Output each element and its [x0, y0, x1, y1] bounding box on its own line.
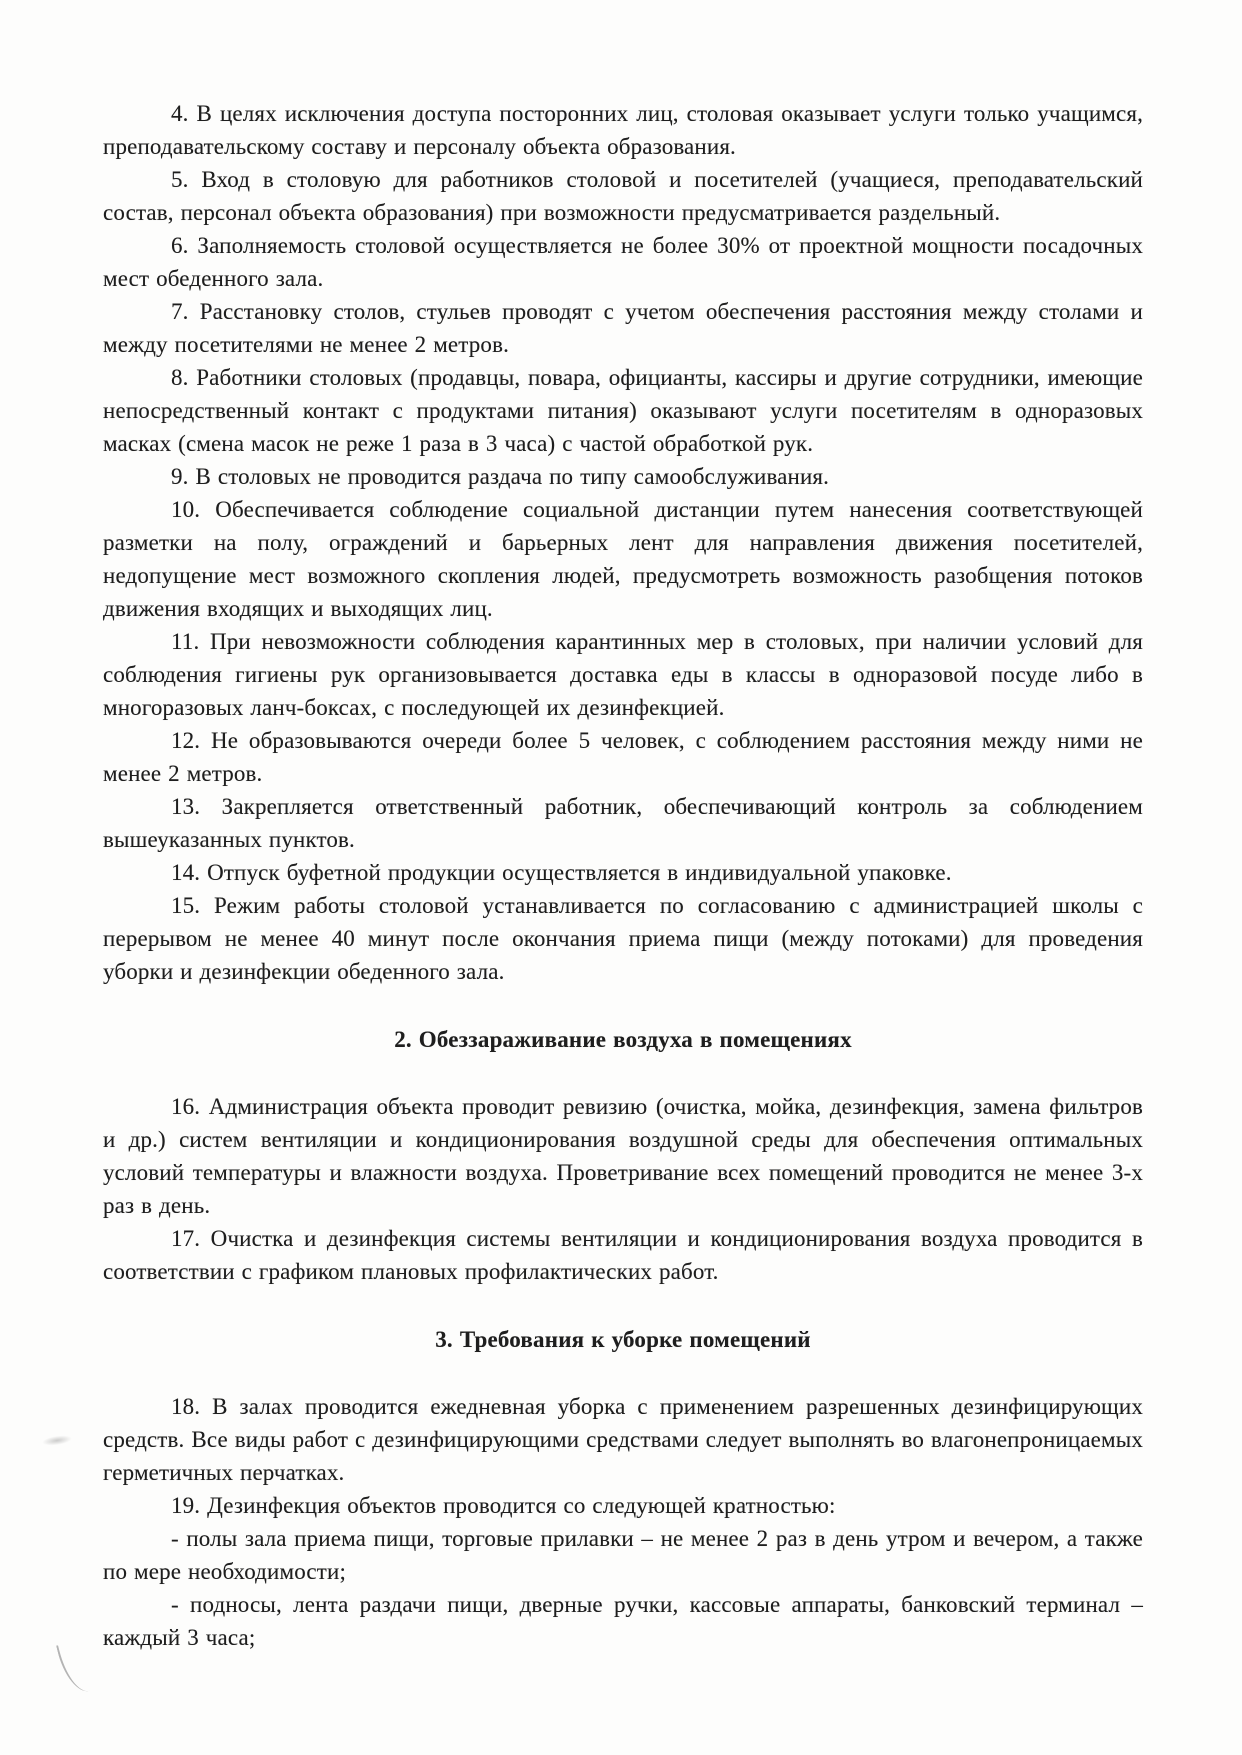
paragraph-item-6: 6. Заполняемость столовой осуществляется не более 30% от проектной мощности посадочных мест обеденного зала.	[103, 233, 1143, 291]
section-heading-cleaning-requirements: 3. Требования к уборке помещений	[435, 1327, 811, 1352]
paragraph-item-19: 19. Дезинфекция объектов проводится со следующей кратностью:	[171, 1493, 836, 1518]
paragraph-item-4: 4. В целях исключения доступа посторонних лиц, столовая оказывает услуги только учащимся, преподавательскому составу и персоналу объекта образования.	[103, 101, 1143, 159]
paragraph-item-17: 17. Очистка и дезинфекция системы вентиляции и кондиционирования воздуха проводится в соответствии с графиком плановых профилактических работ.	[103, 1226, 1143, 1284]
list-item-trays: - подносы, лента раздачи пищи, дверные ручки, кассовые аппараты, банковский терминал – каждый 3 часа;	[103, 1592, 1143, 1650]
paragraph-item-11: 11. При невозможности соблюдения карантинных мер в столовых, при наличии условий для соблюдения гигиены рук организовывается доставка еды в классы в одноразовой посуде либо в многоразовых ланч-боксах, с последующей их дезинфекцией.	[103, 629, 1143, 720]
paragraph-item-14: 14. Отпуск буфетной продукции осуществляется в индивидуальной упаковке.	[171, 860, 952, 885]
paragraph-item-8: 8. Работники столовых (продавцы, повара, официанты, кассиры и другие сотрудники, имеющие непосредственный контакт с продуктами питания) оказывают услуги посетителям в одноразовых масках (смена масок не реже 1 раза в 3 часа) с частой обработкой рук.	[103, 365, 1143, 456]
paragraph-item-9: 9. В столовых не проводится раздача по типу самообслуживания.	[171, 464, 830, 489]
paragraph-item-12: 12. Не образовываются очереди более 5 человек, с соблюдением расстояния между ними не менее 2 метров.	[103, 728, 1143, 786]
paragraph-item-16: 16. Администрация объекта проводит ревизию (очистка, мойка, дезинфекция, замена фильтров и др.) систем вентиляции и кондиционирования воздушной среды для обеспечения оптимальных условий температуры и влажности воздуха. Проветривание всех помещений проводится не менее 3-х раз в день.	[103, 1094, 1143, 1218]
scan-smudge-artifact	[42, 1434, 73, 1447]
paragraph-item-5: 5. Вход в столовую для работников столовой и посетителей (учащиеся, преподавательский состав, персонал объекта образования) при возможности предусматривается раздельный.	[103, 167, 1143, 225]
section-heading-air-disinfection: 2. Обеззараживание воздуха в помещениях	[394, 1027, 852, 1052]
paragraph-item-7: 7. Расстановку столов, стульев проводят с учетом обеспечения расстояния между столами и между посетителями не менее 2 метров.	[103, 299, 1143, 357]
paragraph-item-13: 13. Закрепляется ответственный работник, обеспечивающий контроль за соблюдением вышеуказанных пунктов.	[103, 794, 1143, 852]
paragraph-item-10: 10. Обеспечивается соблюдение социальной дистанции путем нанесения соответствующей разметки на полу, ограждений и барьерных лент для направления движения посетителей, недопущение мест возможного скопления людей, предусмотреть возможность разобщения потоков движения входящих и выходящих лиц.	[103, 497, 1143, 621]
list-item-floors: - полы зала приема пищи, торговые прилавки – не менее 2 раз в день утром и вечером, а также по мере необходимости;	[103, 1526, 1143, 1584]
paragraph-item-18: 18. В залах проводится ежедневная уборка с применением разрешенных дезинфицирующих средств. Все виды работ с дезинфицирующими средствами следует выполнять во влагонепроницаемых герметичных перчатках.	[103, 1394, 1143, 1485]
document-text-block	[103, 97, 1143, 1654]
scan-line-artifact	[56, 1640, 92, 1696]
paragraph-item-15: 15. Режим работы столовой устанавливается по согласованию с администрацией школы с перерывом не менее 40 минут после окончания приема пищи (между потоками) для проведения уборки и дезинфекции обеденного зала.	[103, 893, 1143, 984]
